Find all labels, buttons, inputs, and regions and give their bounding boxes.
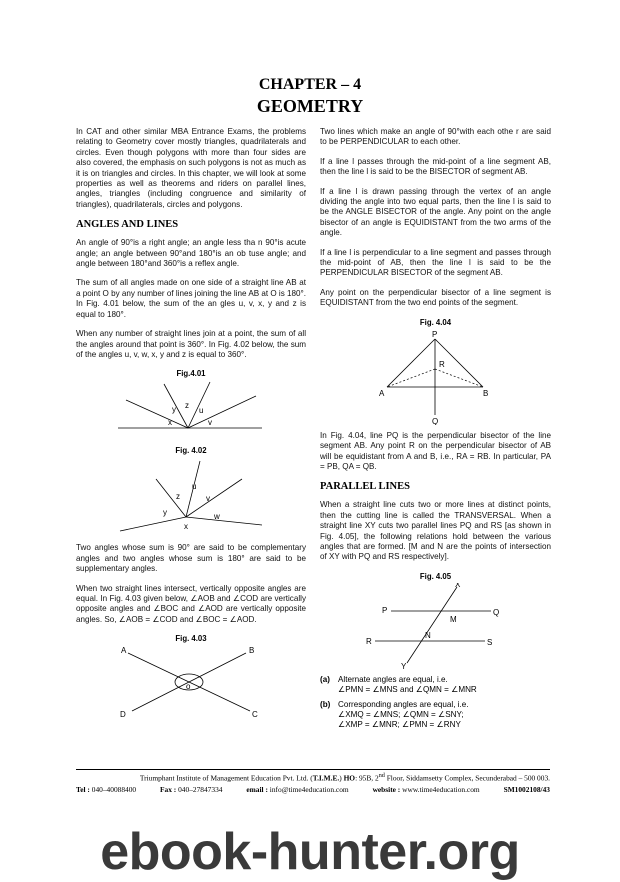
footer-divider: [76, 769, 550, 770]
footer-code: SM1002108/43: [503, 785, 550, 794]
figure-caption-405: Fig. 4.05: [419, 571, 452, 581]
watermark: ebook-hunter.org: [100, 823, 520, 881]
left-column: [76, 127, 306, 725]
fig404-line-pa: [387, 339, 435, 387]
fig404-line-rb: [435, 369, 483, 387]
fig402-label-z: z: [176, 492, 180, 502]
footer-web-label: website :: [372, 785, 401, 794]
footer-address: [76, 773, 550, 782]
fig404-label-b: B: [482, 388, 488, 398]
footer-contacts: [76, 785, 550, 794]
fig401-label-y: y: [172, 405, 176, 415]
fig401-label-z: z: [185, 401, 189, 411]
fig402-label-v: v: [206, 494, 210, 504]
paragraph-fig404-explanation: In Fig. 4.04, line PQ is the perpendicular bisector of the line segment AB. Any point R on the perpendicular bisector of AB will be equidistant from A and B, i.e., RA = RB. In particular, PA = PB, QA = QB.: [320, 430, 551, 471]
paragraph-perpendicular-bisector: If a line l is perpendicular to a line segment and passes through the mid-point of AB, then the line l is said to be the PERPENDICULAR BISECTOR of the segment AB.: [320, 247, 551, 278]
footer-website: [373, 785, 480, 794]
fig405-label-y: Y: [400, 661, 406, 669]
right-column: [320, 127, 551, 735]
section-heading-angles: ANGLES AND LINES: [76, 219, 179, 231]
fig403-label-a: A: [121, 646, 127, 656]
footer-address-end: Floor, Siddamsetty Complex, Secunderabad – 500 003.: [384, 773, 550, 783]
footer-address-start: : 95B, 2: [355, 773, 379, 783]
footer-email-value[interactable]: info@time4education.com: [269, 785, 349, 794]
footer-tel: [76, 785, 136, 794]
chapter-heading: CHAPTER – 4: [258, 76, 362, 93]
list-item-alternate: [320, 675, 551, 696]
fig405-label-q: Q: [492, 607, 499, 617]
footer-brand: T.I.M.E.: [312, 773, 340, 783]
fig401-label-x: x: [168, 418, 172, 428]
paragraph-around-point: When any number of straight lines join at a point, the sum of all the angles around that point is 360°. In Fig. 4.02 below, the sum of the angles u, v, w, x, y and z is equal to 360°.: [76, 329, 306, 359]
paragraph-vertical-angles: When two straight lines intersect, vertically opposite angles are equal. In Fig. 4.03 given below, ∠AOB and ∠COD are vertically opposite angles and ∠BOC and ∠AOD are vertically opposite angles. So, ∠AOB = ∠COD and ∠BOC = ∠AOD.: [76, 583, 306, 624]
footer-email: [246, 785, 348, 794]
fig404-label-q: Q: [431, 416, 438, 425]
figure-caption-402: Fig. 4.02: [175, 446, 207, 456]
list-item-line: Alternate angles are equal, i.e.: [338, 674, 448, 684]
fig402-label-u: u: [192, 482, 197, 492]
paragraph-transversal: When a straight line cuts two or more lines at distinct points, then the cutting line is called the TRANSVERSAL. When a straight line XY cuts two parallel lines PQ and RS [as shown in Fig. 4.05], the following relations hold between the various angles that are formed. [M and N are the points of intersection of XY with PQ and RS respectively].: [320, 500, 551, 562]
fig403-label-o: o: [186, 682, 191, 692]
list-item-line: ∠PMN = ∠MNS and ∠QMN = ∠MNR: [338, 685, 477, 695]
fig403-label-b: B: [249, 646, 255, 656]
list-item-line: ∠XMQ = ∠MNS; ∠QMN = ∠SNY;: [338, 709, 464, 719]
fig404-label-a: A: [378, 388, 384, 398]
footer-email-label: email :: [246, 785, 268, 794]
paragraph-bisector: If a line l passes through the mid-point of a line segment AB, then the line l is said to be the BISECTOR of segment AB.: [320, 156, 551, 177]
fig402-ray-5: [186, 517, 262, 525]
footer-superscript: nd: [378, 773, 385, 779]
footer-fax: [160, 785, 222, 794]
paragraph-perpendicular: Two lines which make an angle of 90°with each othe r are said to be PERPENDICULAR to each other.: [320, 127, 551, 147]
fig402-label-w: w: [214, 512, 220, 522]
footer-tel-label: Tel :: [76, 785, 90, 794]
fig401-label-u: u: [199, 406, 204, 416]
paragraph-angle-types: An angle of 90°is a right angle; an angle less tha n 90°is acute angle; an angle between 90°and 180°is an ob tuse angle; and angle between 180°and 360°is a reflex angle.: [76, 238, 306, 269]
fig402-label-y: y: [163, 508, 167, 518]
paragraph-complementary: Two angles whose sum is 90° are said to be complementary angles and two angles whose sum is 180° are said to be supplementary angles.: [76, 543, 306, 574]
paragraph-angle-bisector: If a line l is drawn passing through the vertex of an angle dividing the angle into two equal parts, then the line l is said to be the ANGLE BISECTOR of the angle. Any point on the angle bisector of an angle is EQUIDISTANT from the two arms of the angle.: [320, 186, 551, 238]
footer-paren: ): [339, 773, 344, 783]
list-marker: (b): [320, 699, 331, 709]
footer-company: Triumphant Institute of Management Education Pvt. Ltd. (: [139, 773, 313, 783]
footer-fax-label: Fax :: [160, 785, 177, 794]
figure-403: [116, 645, 266, 719]
figure-caption-404: Fig. 4.04: [419, 317, 452, 327]
fig404-label-r: R: [438, 359, 445, 369]
fig401-label-v: v: [208, 418, 212, 428]
fig405-label-m: M: [449, 614, 457, 624]
paragraph-equidistant: Any point on the perpendicular bisector of a line segment is EQUIDISTANT from the two end points of the segment.: [320, 287, 551, 308]
fig402-ray-4: [120, 517, 186, 531]
list-item-line: ∠XMP = ∠MNR; ∠PMN = ∠RNY: [338, 720, 461, 730]
list-item-line: Corresponding angles are equal, i.e.: [338, 699, 469, 709]
figure-405: [361, 583, 511, 669]
fig403-label-d: D: [120, 710, 126, 720]
fig405-label-s: S: [486, 637, 492, 647]
list-item-corresponding: [320, 700, 551, 731]
fig405-label-n: N: [424, 630, 431, 640]
list-marker: (a): [320, 674, 330, 684]
fig401-ray-3: [188, 382, 210, 428]
fig405-label-x: X: [454, 582, 460, 589]
figure-caption-403: Fig. 4.03: [175, 634, 207, 644]
fig405-label-p: P: [381, 605, 387, 615]
footer-tel-value: 040–40088400: [91, 785, 137, 794]
fig405-label-r: R: [365, 636, 372, 646]
fig401-ray-1: [126, 400, 188, 428]
figure-401: [116, 380, 266, 440]
fig405-transversal-xy: [407, 587, 457, 663]
fig404-label-p: P: [431, 329, 437, 339]
footer-ho: HO: [343, 773, 356, 783]
fig402-ray-2: [156, 479, 186, 517]
fig402-label-x: x: [184, 522, 188, 532]
page-title: GEOMETRY: [256, 96, 364, 116]
figure-404: [361, 329, 511, 425]
paragraph-straight-line: The sum of all angles made on one side of a straight line AB at a point O by any number of lines joining the line AB at O is 180°. In Fig. 4.01 below, the sum of the an gles u, v, x, y and z is equal to 180°.: [76, 278, 306, 319]
figure-402: [116, 457, 266, 537]
figure-caption-401: Fig.4.01: [176, 369, 206, 379]
footer-web-value[interactable]: www.time4education.com: [402, 785, 480, 794]
fig404-line-ra: [387, 369, 435, 387]
fig403-label-c: C: [252, 710, 258, 720]
section-heading-parallel: PARALLEL LINES: [320, 481, 410, 493]
footer-fax-value: 040–27847334: [178, 785, 223, 794]
intro-paragraph: In CAT and other similar MBA Entrance Exams, the problems relating to Geometry cover mostly triangles, quadrilaterals and circles. Even though polygons with more than four sides are also covered, the emphasis on such polygons is not as much as it is on triangles and circles. In this chapter, we will look at some properties as well as theorems and riders on parallel lines, angles, triangles (including congruence and similarity of triangles), quadrilaterals, circles and polygons.: [76, 127, 306, 209]
